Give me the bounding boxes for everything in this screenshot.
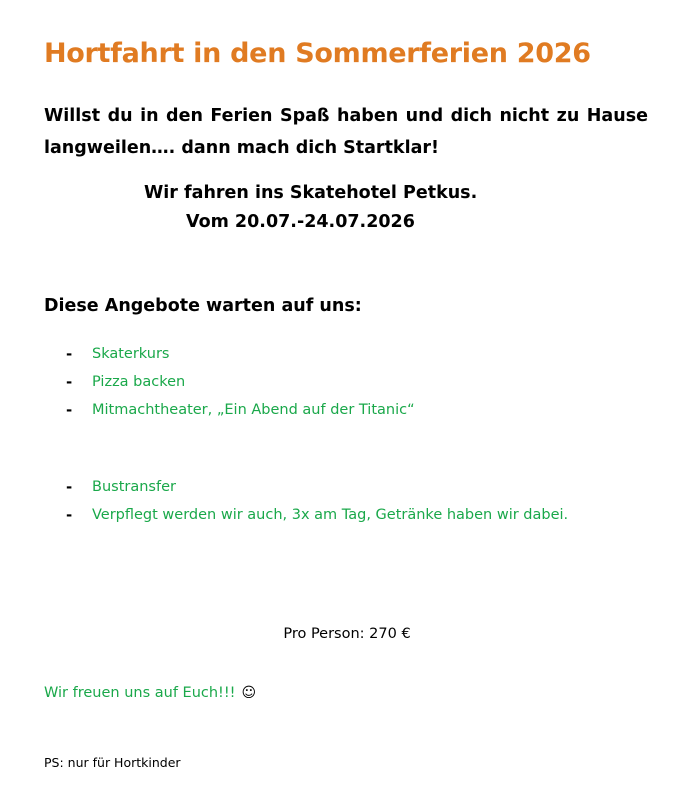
offer-skaterkurs: Skaterkurs	[92, 346, 170, 362]
trip-dates: Vom 20.07.-24.07.2026	[186, 212, 415, 232]
extra-bustransfer: Bustransfer	[92, 479, 176, 495]
bullet-dash: -	[66, 506, 73, 524]
smiley-icon: ☺	[241, 685, 257, 701]
offer-mitmachtheater: Mitmachtheater, „Ein Abend auf der Titanic“	[92, 402, 415, 418]
trip-destination: Wir fahren ins Skatehotel Petkus.	[144, 183, 478, 203]
intro-paragraph: Willst du in den Ferien Spaß haben und dich nicht zu Hause langweilen…. dann mach dich Startklar!	[44, 106, 648, 158]
price-per-person: Pro Person: 270 €	[283, 626, 411, 642]
bullet-dash: -	[66, 401, 73, 419]
offers-heading: Diese Angebote warten auf uns:	[44, 296, 362, 316]
offer-pizza-backen: Pizza backen	[92, 374, 186, 390]
postscript-note: PS: nur für Hortkinder	[44, 755, 181, 770]
bullet-dash: -	[66, 373, 73, 391]
bullet-dash: -	[66, 478, 73, 496]
closing-text: Wir freuen uns auf Euch!!!	[44, 685, 236, 701]
extra-verpflegung: Verpflegt werden wir auch, 3x am Tag, Getränke haben wir dabei.	[92, 507, 569, 523]
document-title: Hortfahrt in den Sommerferien 2026	[44, 38, 591, 69]
bullet-dash: -	[66, 345, 73, 363]
closing-line	[44, 685, 256, 701]
